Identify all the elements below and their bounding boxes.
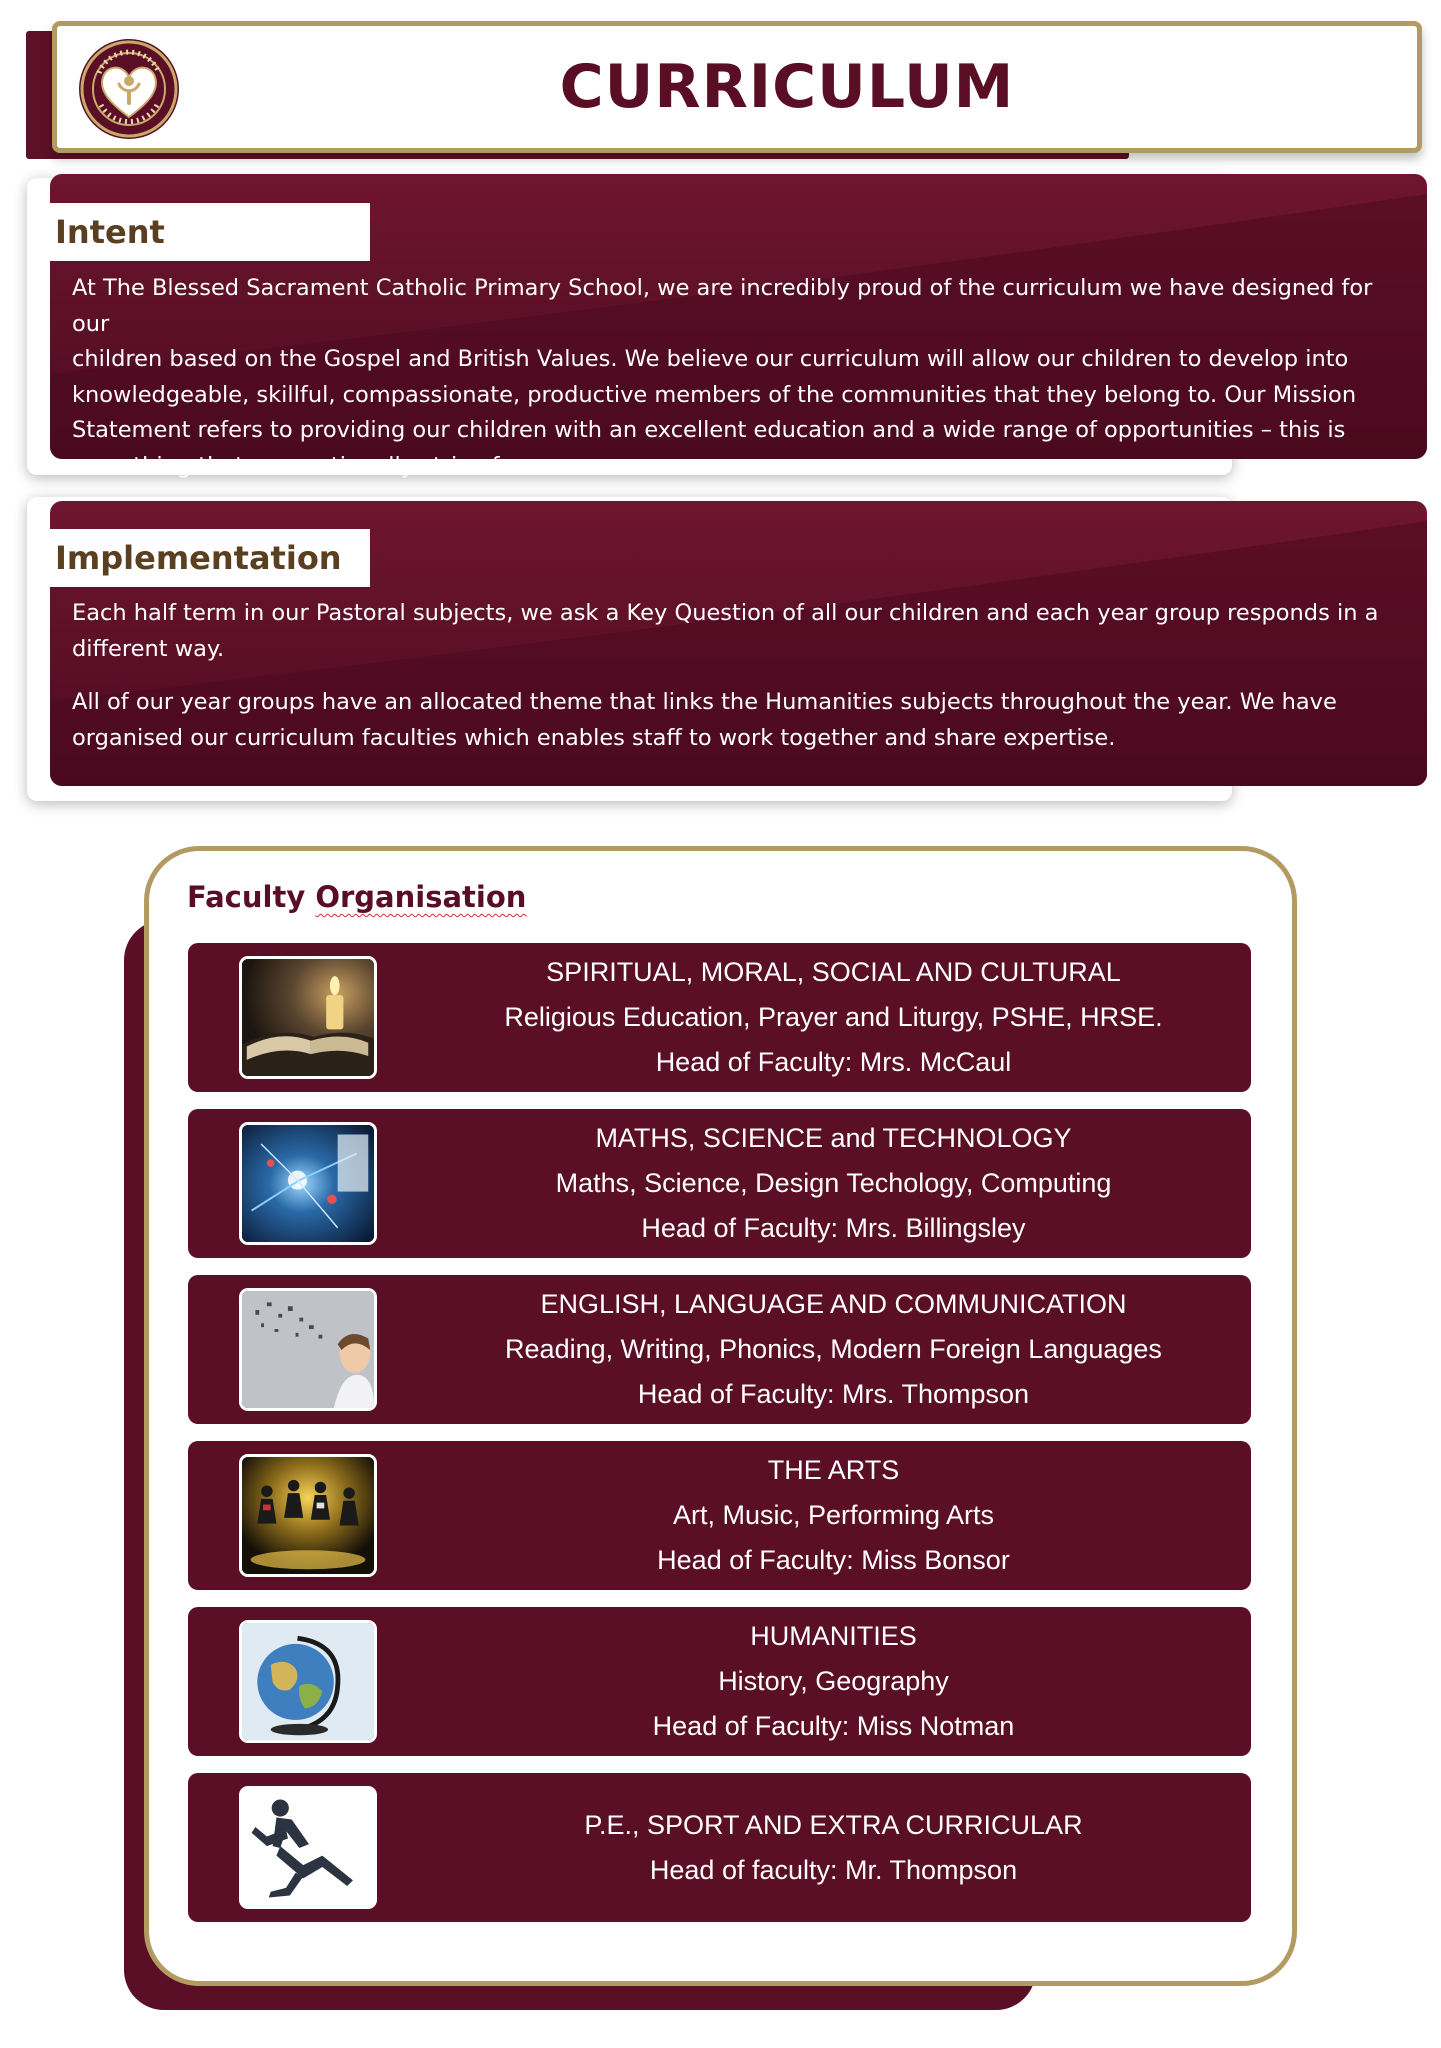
faculty-head: Head of Faculty: Miss Notman — [652, 1711, 1015, 1741]
intent-line: At The Blessed Sacrament Catholic Primary School, we are incredibly proud of the curriculum we have designed for our — [72, 275, 1373, 337]
implementation-paragraph — [72, 596, 1387, 667]
implementation-line: All of our year groups have an allocated theme that links the Humanities subjects throughout the year. We have — [72, 689, 1337, 715]
implementation-label: Implementation — [50, 529, 370, 587]
science-technology-icon — [239, 1122, 377, 1245]
faculty-heading-word: Organisation — [315, 880, 527, 914]
faculty-head: Head of Faculty: Mrs. Billingsley — [641, 1213, 1026, 1243]
faculty-row — [188, 1275, 1251, 1424]
implementation-line: Each half term in our Pastoral subjects, we ask a Key Question of all our children and each year group responds in a — [72, 600, 1379, 626]
faculty-row — [188, 1109, 1251, 1258]
page-title: CURRICULUM — [559, 52, 1015, 122]
implementation-paragraph — [72, 685, 1387, 756]
faculty-subjects: Reading, Writing, Phonics, Modern Foreign Languages — [505, 1334, 1162, 1364]
implementation-line: organised our curriculum faculties which enables staff to work together and share expertise. — [72, 724, 1116, 751]
faculty-heading — [187, 880, 526, 914]
faculty-title: THE ARTS — [767, 1455, 900, 1485]
runner-icon — [239, 1786, 377, 1909]
faculty-head: Head of Faculty: Miss Bonsor — [657, 1545, 1010, 1575]
intent-line: something that we continually strive for. — [72, 452, 528, 479]
faculty-row — [188, 1607, 1251, 1756]
faculty-head: Head of Faculty: Mrs. Thompson — [637, 1379, 1030, 1409]
faculty-title: MATHS, SCIENCE and TECHNOLOGY — [595, 1123, 1072, 1153]
faculty-subjects: Art, Music, Performing Arts — [672, 1500, 995, 1530]
child-speaking-letters-icon — [239, 1288, 377, 1411]
faculty-title: P.E., SPORT AND EXTRA CURRICULAR — [584, 1809, 1083, 1840]
globe-icon — [239, 1620, 377, 1743]
faculty-subjects: History, Geography — [718, 1666, 949, 1696]
faculty-text — [416, 943, 1251, 1092]
faculty-text — [416, 1109, 1251, 1258]
faculty-heading-word: Faculty — [187, 880, 316, 914]
intent-text — [72, 271, 1387, 484]
faculty-text — [416, 1607, 1251, 1756]
implementation-line: different way. — [72, 635, 225, 662]
intent-label: Intent — [50, 203, 370, 261]
faculty-title: ENGLISH, LANGUAGE AND COMMUNICATION — [540, 1289, 1127, 1319]
faculty-title: SPIRITUAL, MORAL, SOCIAL AND CULTURAL — [546, 957, 1121, 987]
bible-candle-icon — [239, 956, 377, 1079]
intent-line: knowledgeable, skillful, compassionate, productive members of the communities that they belong to. Our Mission — [72, 381, 1357, 408]
faculty-row — [188, 1441, 1251, 1590]
faculty-text — [416, 1275, 1251, 1424]
faculty-subjects: Maths, Science, Design Techology, Computing — [555, 1168, 1112, 1198]
faculty-title: HUMANITIES — [750, 1621, 917, 1651]
faculty-head: Head of faculty: Mr. Thompson — [649, 1854, 1018, 1885]
faculty-row — [188, 943, 1251, 1092]
intent-line: children based on the Gospel and British Values. We believe our curriculum will allow our children to develop into — [72, 346, 1349, 372]
implementation-text — [72, 596, 1387, 756]
faculty-list — [188, 943, 1251, 1939]
faculty-row — [188, 1773, 1251, 1922]
intent-line: Statement refers to providing our children with an excellent education and a wide range of opportunities – this is — [72, 417, 1346, 443]
dancers-stage-icon — [239, 1454, 377, 1577]
faculty-head: Head of Faculty: Mrs. McCaul — [655, 1047, 1012, 1077]
faculty-text — [416, 1773, 1251, 1922]
faculty-subjects: Religious Education, Prayer and Liturgy, PSHE, HRSE. — [504, 1002, 1163, 1032]
faculty-text — [416, 1441, 1251, 1590]
